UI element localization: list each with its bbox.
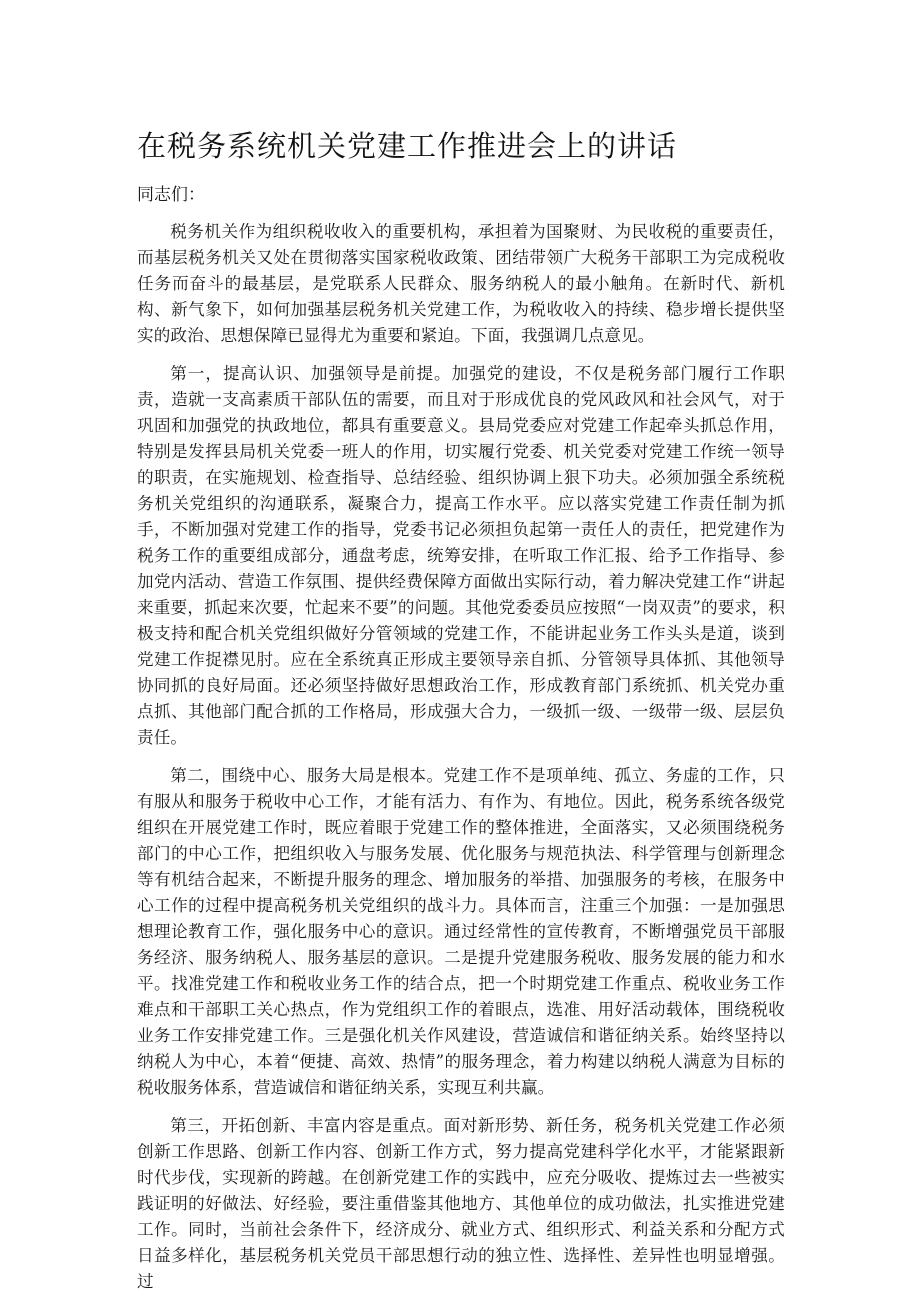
- document-title: 在税务系统机关党建工作推进会上的讲话: [137, 129, 678, 163]
- paragraph-third-point: 第三，开拓创新、丰富内容是重点。面对新形势、新任务，税务机关党建工作必须创新工作思路、创新工作内容、创新工作方式，努力提高党建科学化水平，才能紧跟新时代步伐，实现新的跨越。在创新党建工作的实践中，应充分吸收、提炼过去一些被实践证明的好做法、好经验，要注重借鉴其他地方、其他单位的成功做法，扎实推进党建工作。同时，当前社会条件下，经济成分、就业方式、组织形式、利益关系和分配方式日益多样化，基层税务机关党员干部思想行动的独立性、选择性、差异性也明显增强。过: [137, 1116, 785, 1291]
- paragraph-first-point: 第一，提高认识、加强领导是前提。加强党的建设，不仅是税务部门履行工作职责，造就一支高素质干部队伍的需要，而且对于形成优良的党风政风和社会风气，对于巩固和加强党的执政地位，都具有重要意义。县局党委应对党建工作起牵头抓总作用，特别是发挥县局机关党委一班人的作用，切实履行党委、机关党委对党建工作统一领导的职责，在实施规划、检查指导、总结经验、组织协调上狠下功夫。必须加强全系统税务机关党组织的沟通联系，凝聚合力，提高工作水平。应以落实党建工作责任制为抓手，不断加强对党建工作的指导，党委书记必须担负起第一责任人的责任，把党建作为税务工作的重要组成部分，通盘考虑，统筹安排，在听取工作汇报、给予工作指导、参加党内活动、营造工作氛围、提供经费保障方面做出实际行动，着力解决党建工作“讲起来重要，抓起来次要，忙起来不要”的问题。其他党委委员应按照“一岗双责”的要求，积极支持和配合机关党组织做好分管领域的党建工作，不能讲起业务工作头头是道，谈到党建工作捉襟见肘。应在全系统真正形成主要领导亲自抓、分管领导具体抓、其他领导协同抓的良好局面。还必须坚持做好思想政治工作，形成教育部门系统抓、机关党办重点抓、其他部门配合抓的工作格局，形成强大合力，一级抓一级、一级带一级、层层负责任。: [137, 364, 785, 747]
- paragraph-intro: 税务机关作为组织税收收入的重要机构，承担着为国聚财、为民收税的重要责任，而基层税务机关又处在贯彻落实国家税收政策、团结带领广大税务干部职工为完成税收任务而奋斗的最基层，是党联系人民群众、服务纳税人的最小触角。在新时代、新机构、新气象下，如何加强基层税务机关党建工作，为税收收入的持续、稳步增长提供坚实的政治、思想保障已显得尤为重要和紧迫。下面，我强调几点意见。: [137, 222, 785, 345]
- paragraph-second-point: 第二，围绕中心、服务大局是根本。党建工作不是项单纯、孤立、务虚的工作，只有服从和服务于税收中心工作，才能有活力、有作为、有地位。因此，税务系统各级党组织在开展党建工作时，既应着眼于党建工作的整体推进，全面落实，又必须围绕税务部门的中心工作，把组织收入与服务发展、优化服务与规范执法、科学管理与创新理念等有机结合起来，不断提升服务的理念、增加服务的举措、加强服务的考核，在服务中心工作的过程中提高税务机关党组织的战斗力。具体而言，注重三个加强：一是加强思想理论教育工作，强化服务中心的意识。通过经常性的宣传教育，不断增强党员干部服务经济、服务纳税人、服务基层的意识。二是提升党建服务税收、服务发展的能力和水平。找准党建工作和税收业务工作的结合点，把一个时期党建工作重点、税收业务工作难点和干部职工关心热点，作为党组织工作的着眼点，选准、用好活动载体，围绕税收业务工作安排党建工作。三是强化机关作风建设，营造诚信和谐征纳关系。始终坚持以纳税人为中心，本着“便捷、高效、热情”的服务理念，着力构建以纳税人满意为目标的税收服务体系，营造诚信和谐征纳关系，实现互利共赢。: [137, 766, 785, 1097]
- document-body: [137, 219, 785, 1307]
- salutation: 同志们：: [137, 185, 205, 205]
